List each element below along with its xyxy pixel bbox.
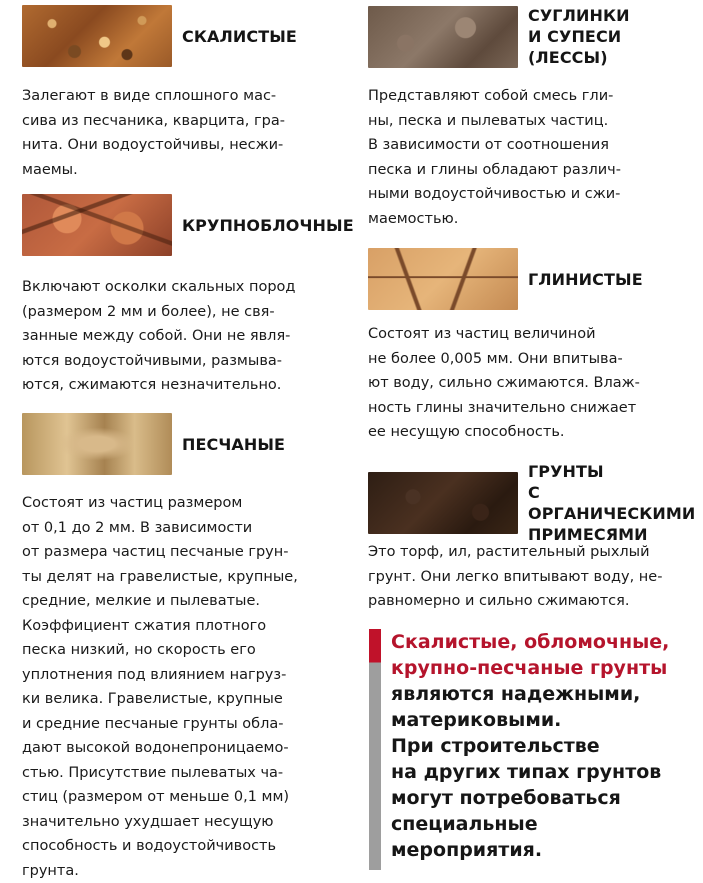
sandy-description: Состоят из частиц размером от 0,1 до 2 мм. В зависимости от размера частиц песчаные грун- ты делят на гравелистые, крупные, средние, мелкие и пылеватые. Коэффициент сжатия плотного песка низкий, но скорость его уплотнения под влиянием нагруз- ки велика. Гравелистые, крупные и средние песчаные грунты обла- дают высокой водонепроницаемо- стью. Присутствие пылеватых ча- стиц (размером от меньше 0,1 мм) значительно ухудшает несущую способность и водоустойчивость грунта. (22, 495, 298, 879)
rocky-header (22, 5, 297, 67)
organic-description: Это торф, ил, растительный рыхлый грунт. Они легко впитывают воду, не- равномерно и сильно сжимаются. (368, 544, 663, 609)
organic-soil-image (368, 472, 518, 534)
loam-soil-image (368, 6, 518, 68)
callout-highlight: Скалистые, обломочные, крупно-песчаные грунты (391, 631, 670, 679)
loam-header (368, 5, 693, 68)
rocky-description: Залегают в виде сплошного мас- сива из песчаника, кварцита, гра- нита. Они водоустойчивы, несжи- маемы. (22, 88, 285, 178)
rocky-title: СКАЛИСТЫЕ (182, 26, 297, 46)
loam-title: СУГЛИНКИ И СУПЕСИ (ЛЕССЫ) (528, 6, 630, 67)
clay-title: ГЛИНИСТЫЕ (528, 269, 643, 289)
large-block-title: КРУПНОБЛОЧНЫЕ (182, 215, 354, 235)
rocky-soil-image (22, 5, 172, 67)
sandy-title: ПЕСЧАНЫЕ (182, 434, 286, 454)
callout-text (391, 629, 669, 863)
organic-header (368, 461, 695, 545)
large-block-soil-image (22, 194, 172, 256)
summary-callout (369, 629, 689, 870)
organic-title: ГРУНТЫ С ОРГАНИЧЕСКИМИ ПРИМЕСЯМИ (528, 462, 696, 544)
clay-soil-image (368, 248, 518, 310)
callout-body: являются надежными, материковыми. При строительстве на других типах грунтов могут потребоваться специальные мероприятия. (391, 683, 662, 861)
large-block-description: Включают осколки скальных пород (размером 2 мм и более), не свя- занные между собой. Они не явля- ются водоустойчивыми, размыва- ются, сжимаются незначительно. (22, 279, 296, 393)
loam-description: Представляют собой смесь гли- ны, песка и пылеватых частиц. В зависимости от соотношения песка и глины обладают различ- ными водоустойчивостью и сжи- маемостью. (368, 88, 621, 227)
sandy-header (22, 413, 285, 475)
clay-header (368, 248, 643, 310)
callout-accent-bar (369, 629, 381, 870)
sandy-soil-image (22, 413, 172, 475)
clay-description: Состоят из частиц величиной не более 0,005 мм. Они впитыва- ют воду, сильно сжимаются. Влаж- ность глины значительно снижает ее несущую способность. (368, 326, 640, 440)
large-block-header (22, 194, 354, 256)
